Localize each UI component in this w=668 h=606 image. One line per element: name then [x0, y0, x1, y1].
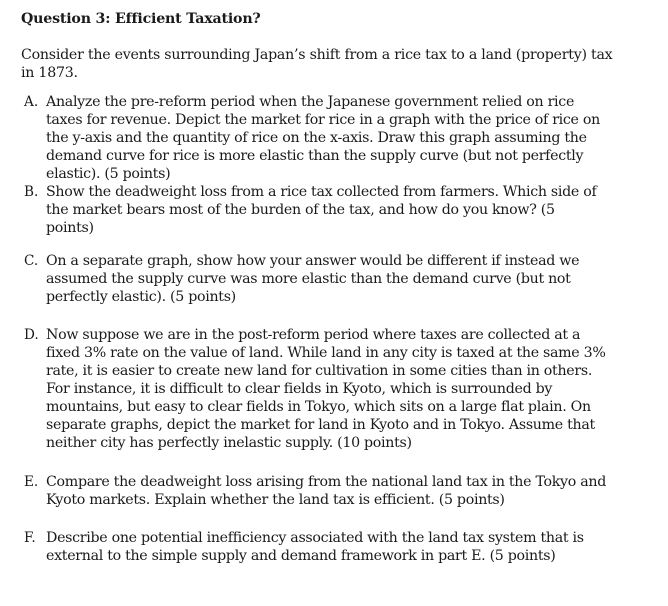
item-text-f: Describe one potential inefficiency associated with the land tax system that is external to the simple supply and demand framework in part E. (5 points): [46, 530, 584, 564]
item-label-f: F.: [24, 530, 36, 546]
item-label-d: D.: [24, 327, 39, 343]
item-text-e: Compare the deadweight loss arising from the national land tax in the Tokyo and Kyoto markets. Explain whether the land tax is efficient. (5 points): [46, 474, 606, 508]
item-text-b: Show the deadweight loss from a rice tax collected from farmers. Which side of the market bears most of the burden of the tax, and how do you know? (5 points): [46, 184, 597, 236]
document: [21, 10, 636, 82]
item-label-a: A.: [24, 94, 39, 110]
item-text-a: Analyze the pre-reform period when the Japanese government relied on rice taxes for revenue. Depict the market for rice in a graph with the price of rice on the y-axis and the quantity of rice on the x-axis. Draw this graph assuming the demand curve for rice is more elastic than the supply curve (but not perfectly elastic). (5 points): [46, 94, 600, 182]
item-label-c: C.: [24, 253, 39, 269]
question-title: Question 3: Efficient Taxation?: [21, 11, 261, 27]
intro-paragraph: Consider the events surrounding Japan’s shift from a rice tax to a land (property) tax in 1873.: [21, 47, 613, 81]
item-label-e: E.: [24, 474, 39, 490]
item-text-c: On a separate graph, show how your answer would be different if instead we assumed the supply curve was more elastic than the demand curve (but not perfectly elastic). (5 points): [46, 253, 580, 305]
item-text-d: Now suppose we are in the post-reform period where taxes are collected at a fixed 3% rate on the value of land. While land in any city is taxed at the same 3% rate, it is easier to create new land for cultivation in some cities than in others. For instance, it is difficult to clear fields in Kyoto, which is surrounded by mountains, but easy to clear fields in Tokyo, which sits on a large flat plain. On separate graphs, depict the market for land in Kyoto and in Tokyo. Assume that neither city has perfectly inelastic supply. (10 points): [46, 327, 606, 451]
item-label-b: B.: [24, 184, 39, 200]
